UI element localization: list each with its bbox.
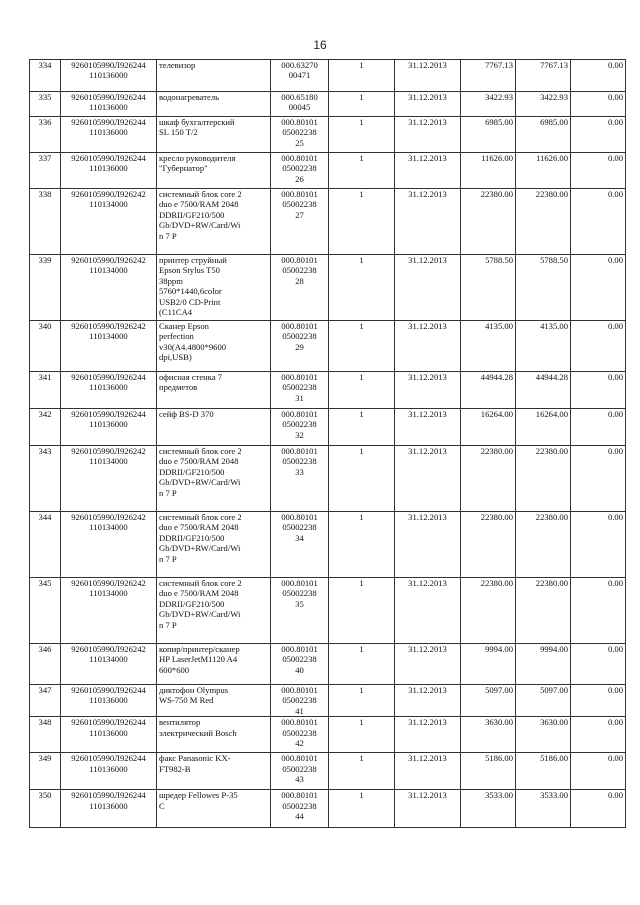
- asset-name-cell: сейф BS-D 370: [157, 409, 271, 446]
- depreciation-cell: 22380.00: [516, 446, 571, 512]
- quantity-cell: 1: [329, 644, 395, 685]
- date-cell: 31.12.2013: [395, 446, 461, 512]
- account-code-cell: 9260105990Л926244 110136000: [61, 153, 157, 189]
- row-number-cell: 335: [30, 92, 61, 117]
- book-value-cell: 7767.13: [461, 60, 516, 92]
- depreciation-cell: 44944.28: [516, 372, 571, 409]
- depreciation-cell: 3630.00: [516, 717, 571, 753]
- date-cell: 31.12.2013: [395, 578, 461, 644]
- asset-name-cell: принтер струйный Epson Stylus T50 38ppm 5760*1440,6color USB2/0 CD-Print (C11CA4: [157, 255, 271, 321]
- book-value-cell: 3422.93: [461, 92, 516, 117]
- residual-value-cell: 0.00: [571, 512, 626, 578]
- quantity-cell: 1: [329, 409, 395, 446]
- residual-value-cell: 0.00: [571, 409, 626, 446]
- inventory-number-cell: 000.80101 05002238 43: [271, 753, 329, 790]
- account-code-cell: 9260105990Л926244 110136000: [61, 717, 157, 753]
- asset-name-cell: шкаф бухгалтерский SL 150 T/2: [157, 117, 271, 153]
- inventory-number-cell: 000.80101 05002238 33: [271, 446, 329, 512]
- table-row: [30, 153, 626, 189]
- row-number-cell: 346: [30, 644, 61, 685]
- row-number-cell: 334: [30, 60, 61, 92]
- residual-value-cell: 0.00: [571, 644, 626, 685]
- quantity-cell: 1: [329, 685, 395, 717]
- depreciation-cell: 22380.00: [516, 189, 571, 255]
- depreciation-cell: 11626.00: [516, 153, 571, 189]
- depreciation-cell: 3533.00: [516, 790, 571, 828]
- table-row: [30, 321, 626, 372]
- inventory-number-cell: 000.80101 05002238 31: [271, 372, 329, 409]
- asset-name-cell: водонагреватель: [157, 92, 271, 117]
- asset-name-cell: факс Panasonic KX- FT982-B: [157, 753, 271, 790]
- date-cell: 31.12.2013: [395, 685, 461, 717]
- row-number-cell: 336: [30, 117, 61, 153]
- account-code-cell: 9260105990Л926244 110136000: [61, 409, 157, 446]
- book-value-cell: 5097.00: [461, 685, 516, 717]
- inventory-number-cell: 000.80101 05002238 27: [271, 189, 329, 255]
- book-value-cell: 22380.00: [461, 512, 516, 578]
- inventory-number-cell: 000.80101 05002238 41: [271, 685, 329, 717]
- row-number-cell: 340: [30, 321, 61, 372]
- asset-name-cell: системный блок core 2 duo e 7500/RAM 2048 DDRII/GF210/500 Gb/DVD+RW/Card/Wi n 7 P: [157, 512, 271, 578]
- row-number-cell: 347: [30, 685, 61, 717]
- book-value-cell: 9994.00: [461, 644, 516, 685]
- date-cell: 31.12.2013: [395, 409, 461, 446]
- date-cell: 31.12.2013: [395, 189, 461, 255]
- book-value-cell: 44944.28: [461, 372, 516, 409]
- quantity-cell: 1: [329, 153, 395, 189]
- residual-value-cell: 0.00: [571, 117, 626, 153]
- book-value-cell: 22380.00: [461, 578, 516, 644]
- book-value-cell: 22380.00: [461, 189, 516, 255]
- account-code-cell: 9260105990Л926242 110134000: [61, 644, 157, 685]
- book-value-cell: 16264.00: [461, 409, 516, 446]
- table-row: [30, 685, 626, 717]
- quantity-cell: 1: [329, 790, 395, 828]
- date-cell: 31.12.2013: [395, 790, 461, 828]
- table-row: [30, 717, 626, 753]
- date-cell: 31.12.2013: [395, 117, 461, 153]
- quantity-cell: 1: [329, 512, 395, 578]
- date-cell: 31.12.2013: [395, 92, 461, 117]
- asset-register-table: [29, 59, 626, 828]
- book-value-cell: 11626.00: [461, 153, 516, 189]
- inventory-number-cell: 000.80101 05002238 28: [271, 255, 329, 321]
- account-code-cell: 9260105990Л926244 110136000: [61, 60, 157, 92]
- residual-value-cell: 0.00: [571, 321, 626, 372]
- table-row: [30, 446, 626, 512]
- residual-value-cell: 0.00: [571, 153, 626, 189]
- date-cell: 31.12.2013: [395, 512, 461, 578]
- asset-name-cell: копир/принтер/сканер HP LaserJetM1120 A4 600*600: [157, 644, 271, 685]
- date-cell: 31.12.2013: [395, 644, 461, 685]
- quantity-cell: 1: [329, 321, 395, 372]
- row-number-cell: 345: [30, 578, 61, 644]
- table-row: [30, 753, 626, 790]
- table-row: [30, 644, 626, 685]
- book-value-cell: 5788.50: [461, 255, 516, 321]
- residual-value-cell: 0.00: [571, 790, 626, 828]
- depreciation-cell: 22380.00: [516, 512, 571, 578]
- inventory-number-cell: 000.65180 00045: [271, 92, 329, 117]
- residual-value-cell: 0.00: [571, 372, 626, 409]
- depreciation-cell: 16264.00: [516, 409, 571, 446]
- depreciation-cell: 9994.00: [516, 644, 571, 685]
- account-code-cell: 9260105990Л926244 110136000: [61, 92, 157, 117]
- asset-name-cell: диктофон Olympus WS-750 M Red: [157, 685, 271, 717]
- inventory-number-cell: 000.63270 00471: [271, 60, 329, 92]
- account-code-cell: 9260105990Л926244 110136000: [61, 117, 157, 153]
- inventory-number-cell: 000.80101 05002238 44: [271, 790, 329, 828]
- inventory-number-cell: 000.80101 05002238 40: [271, 644, 329, 685]
- quantity-cell: 1: [329, 372, 395, 409]
- table-row: [30, 512, 626, 578]
- date-cell: 31.12.2013: [395, 60, 461, 92]
- inventory-number-cell: 000.80101 05002238 32: [271, 409, 329, 446]
- depreciation-cell: 5097.00: [516, 685, 571, 717]
- account-code-cell: 9260105990Л926244 110136000: [61, 790, 157, 828]
- depreciation-cell: 4135.00: [516, 321, 571, 372]
- table-row: [30, 255, 626, 321]
- table-row: [30, 92, 626, 117]
- depreciation-cell: 5788.50: [516, 255, 571, 321]
- table-row: [30, 578, 626, 644]
- inventory-number-cell: 000.80101 05002238 25: [271, 117, 329, 153]
- date-cell: 31.12.2013: [395, 717, 461, 753]
- depreciation-cell: 5186.00: [516, 753, 571, 790]
- asset-name-cell: системный блок core 2 duo e 7500/RAM 2048 DDRII/GF210/500 Gb/DVD+RW/Card/Wi n 7 P: [157, 446, 271, 512]
- row-number-cell: 343: [30, 446, 61, 512]
- book-value-cell: 22380.00: [461, 446, 516, 512]
- row-number-cell: 349: [30, 753, 61, 790]
- date-cell: 31.12.2013: [395, 321, 461, 372]
- residual-value-cell: 0.00: [571, 685, 626, 717]
- quantity-cell: 1: [329, 189, 395, 255]
- account-code-cell: 9260105990Л926242 110134000: [61, 578, 157, 644]
- depreciation-cell: 6985.00: [516, 117, 571, 153]
- row-number-cell: 342: [30, 409, 61, 446]
- table-row: [30, 409, 626, 446]
- inventory-number-cell: 000.80101 05002238 35: [271, 578, 329, 644]
- table-row: [30, 117, 626, 153]
- row-number-cell: 348: [30, 717, 61, 753]
- book-value-cell: 3533.00: [461, 790, 516, 828]
- book-value-cell: 3630.00: [461, 717, 516, 753]
- table-row: [30, 790, 626, 828]
- account-code-cell: 9260105990Л926244 110136000: [61, 685, 157, 717]
- quantity-cell: 1: [329, 92, 395, 117]
- residual-value-cell: 0.00: [571, 717, 626, 753]
- row-number-cell: 344: [30, 512, 61, 578]
- account-code-cell: 9260105990Л926244 110136000: [61, 753, 157, 790]
- book-value-cell: 5186.00: [461, 753, 516, 790]
- account-code-cell: 9260105990Л926242 110134000: [61, 321, 157, 372]
- table-row: [30, 189, 626, 255]
- quantity-cell: 1: [329, 117, 395, 153]
- account-code-cell: 9260105990Л926242 110134000: [61, 255, 157, 321]
- row-number-cell: 339: [30, 255, 61, 321]
- book-value-cell: 6985.00: [461, 117, 516, 153]
- account-code-cell: 9260105990Л926242 110134000: [61, 512, 157, 578]
- quantity-cell: 1: [329, 578, 395, 644]
- residual-value-cell: 0.00: [571, 578, 626, 644]
- date-cell: 31.12.2013: [395, 153, 461, 189]
- row-number-cell: 337: [30, 153, 61, 189]
- quantity-cell: 1: [329, 717, 395, 753]
- residual-value-cell: 0.00: [571, 60, 626, 92]
- date-cell: 31.12.2013: [395, 255, 461, 321]
- asset-name-cell: шредер Fellowes P-35 C: [157, 790, 271, 828]
- table-row: [30, 60, 626, 92]
- residual-value-cell: 0.00: [571, 189, 626, 255]
- book-value-cell: 4135.00: [461, 321, 516, 372]
- inventory-number-cell: 000.80101 05002238 42: [271, 717, 329, 753]
- asset-name-cell: вентилятор электрический Bosch: [157, 717, 271, 753]
- quantity-cell: 1: [329, 255, 395, 321]
- date-cell: 31.12.2013: [395, 372, 461, 409]
- inventory-number-cell: 000.80101 05002238 34: [271, 512, 329, 578]
- depreciation-cell: 7767.13: [516, 60, 571, 92]
- inventory-number-cell: 000.80101 05002238 26: [271, 153, 329, 189]
- residual-value-cell: 0.00: [571, 753, 626, 790]
- row-number-cell: 338: [30, 189, 61, 255]
- page-number: 16: [313, 38, 327, 52]
- account-code-cell: 9260105990Л926244 110136000: [61, 372, 157, 409]
- residual-value-cell: 0.00: [571, 92, 626, 117]
- account-code-cell: 9260105990Л926242 110134000: [61, 189, 157, 255]
- asset-name-cell: телевизор: [157, 60, 271, 92]
- inventory-number-cell: 000.80101 05002238 29: [271, 321, 329, 372]
- depreciation-cell: 3422.93: [516, 92, 571, 117]
- asset-name-cell: системный блок core 2 duo e 7500/RAM 2048 DDRII/GF210/500 Gb/DVD+RW/Card/Wi n 7 P: [157, 189, 271, 255]
- depreciation-cell: 22380.00: [516, 578, 571, 644]
- asset-name-cell: кресло руководителя "Губернатор": [157, 153, 271, 189]
- asset-name-cell: офисная стенка 7 предметов: [157, 372, 271, 409]
- asset-register-body: [30, 60, 626, 828]
- date-cell: 31.12.2013: [395, 753, 461, 790]
- row-number-cell: 350: [30, 790, 61, 828]
- asset-name-cell: системный блок core 2 duo e 7500/RAM 2048 DDRII/GF210/500 Gb/DVD+RW/Card/Wi n 7 P: [157, 578, 271, 644]
- quantity-cell: 1: [329, 446, 395, 512]
- asset-name-cell: Сканер Epson perfection v30(A4.4800*9600 dpi,USB): [157, 321, 271, 372]
- quantity-cell: 1: [329, 60, 395, 92]
- row-number-cell: 341: [30, 372, 61, 409]
- quantity-cell: 1: [329, 753, 395, 790]
- residual-value-cell: 0.00: [571, 446, 626, 512]
- residual-value-cell: 0.00: [571, 255, 626, 321]
- account-code-cell: 9260105990Л926242 110134000: [61, 446, 157, 512]
- table-row: [30, 372, 626, 409]
